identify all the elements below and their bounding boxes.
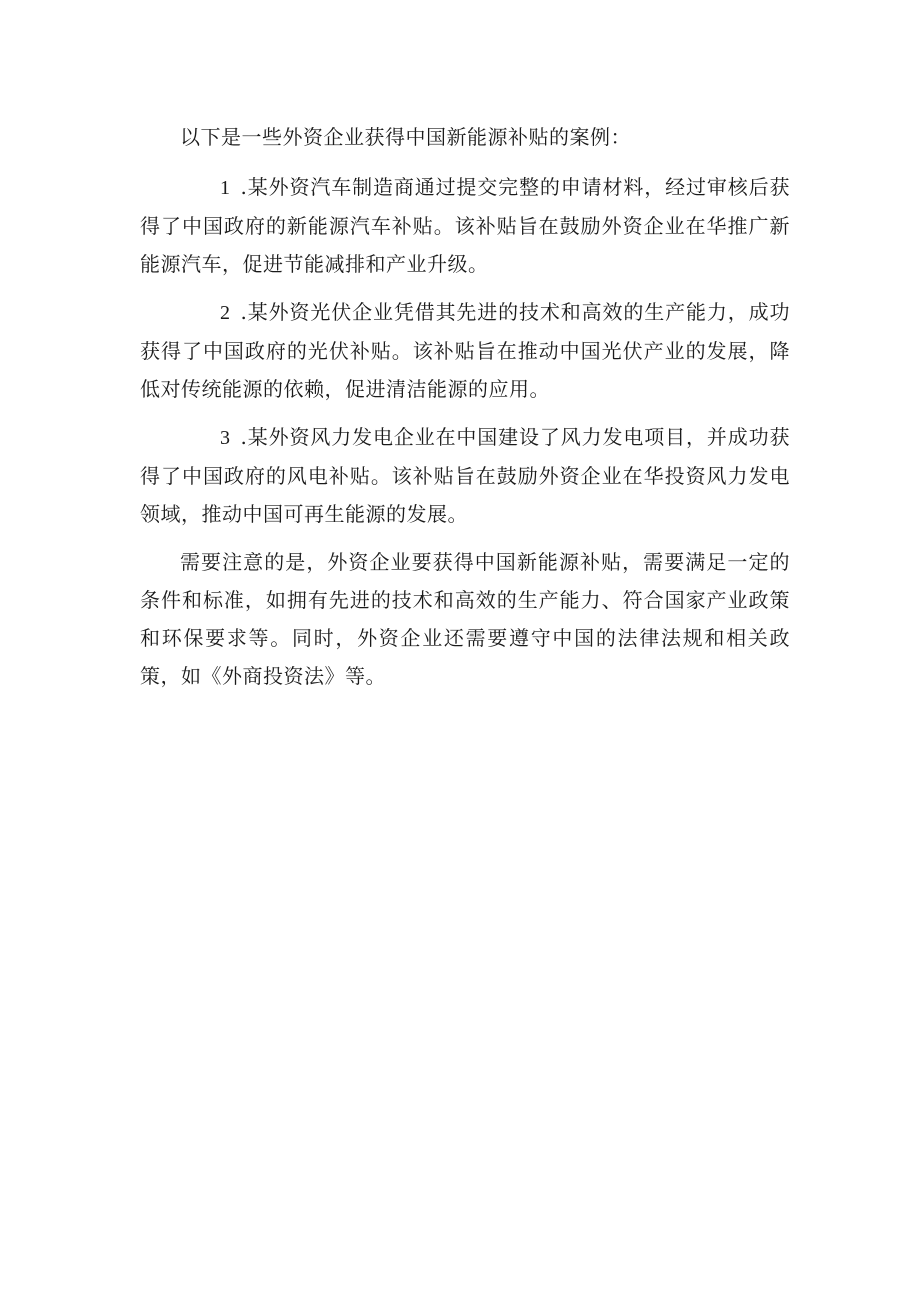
case-paragraph-1 [140, 168, 790, 283]
case-number-3: 3 [220, 427, 231, 449]
intro-paragraph: 以下是一些外资企业获得中国新能源补贴的案例： [180, 125, 631, 149]
document-body [140, 118, 790, 705]
case-text-1: .某外资汽车制造商通过提交完整的申请材料，经过审核后获得了中国政府的新能源汽车补贴。该补贴旨在鼓励外资企业在华推广新能源汽车，促进节能减排和产业升级。 [140, 175, 790, 276]
case-paragraph-2 [140, 293, 790, 408]
case-text-2: .某外资光伏企业凭借其先进的技术和高效的生产能力，成功获得了中国政府的光伏补贴。该补贴旨在推动中国光伏产业的发展，降低对传统能源的依赖，促进清洁能源的应用。 [140, 300, 790, 401]
case-number-1: 1 [220, 177, 231, 199]
note-paragraph: 需要注意的是，外资企业要获得中国新能源补贴，需要满足一定的条件和标准，如拥有先进的技术和高效的生产能力、符合国家产业政策和环保要求等。同时，外资企业还需要遵守中国的法律法规和相关政策，如《外商投资法》等。 [140, 550, 790, 688]
case-number-2: 2 [220, 302, 231, 324]
case-text-3: .某外资风力发电企业在中国建设了风力发电项目，并成功获得了中国政府的风电补贴。该补贴旨在鼓励外资企业在华投资风力发电领域，推动中国可再生能源的发展。 [140, 425, 790, 526]
case-paragraph-3 [140, 418, 790, 533]
